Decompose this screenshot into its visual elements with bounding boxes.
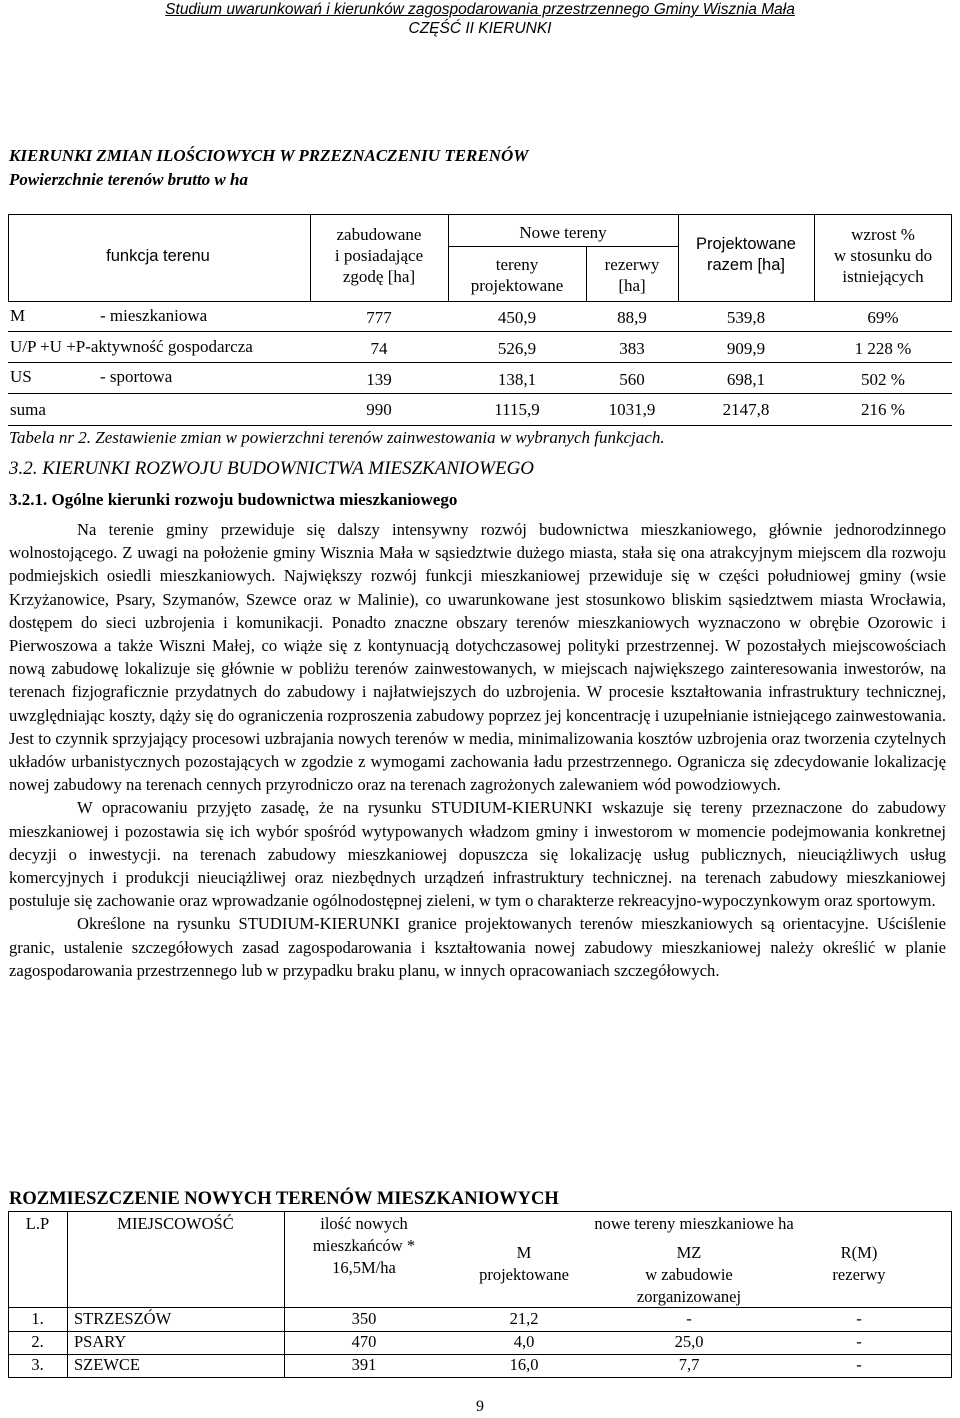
col-header-miejscowosc: MIEJSCOWOŚĆ bbox=[117, 1214, 234, 1233]
cell-projektowane: 698,1 bbox=[726, 370, 766, 389]
col-header-nowe-tereny: nowe tereny mieszkaniowe ha bbox=[594, 1214, 794, 1233]
cell-lp: 1. bbox=[31, 1309, 44, 1328]
col-header-zabudowane: zabudowane i posiadające zgodę [ha] bbox=[334, 225, 424, 286]
cell-mz: - bbox=[686, 1309, 692, 1328]
col-header-nowe-tereny: Nowe tereny bbox=[519, 223, 607, 242]
cell-wzrost: 1 228 % bbox=[854, 339, 912, 358]
col-header-projektowane-razem: Projektowane razem [ha] bbox=[696, 235, 796, 274]
cell-tereny: 1115,9 bbox=[494, 400, 540, 419]
cell-r: - bbox=[856, 1332, 862, 1351]
cell-tereny: 138,1 bbox=[497, 370, 537, 389]
cell-lp: 3. bbox=[31, 1355, 44, 1374]
cell-ilosc: 350 bbox=[351, 1309, 377, 1328]
cell-zabudowane: 139 bbox=[366, 370, 392, 389]
document-title: KIERUNKI ZMIAN ILOŚCIOWYCH W PRZEZNACZENIU TERENÓW bbox=[9, 146, 529, 165]
cell-zabudowane: 777 bbox=[366, 308, 392, 327]
row-code: M bbox=[10, 306, 26, 325]
col-header-rezerwy: rezerwy [ha] bbox=[604, 255, 660, 295]
cell-zabudowane: 74 bbox=[370, 339, 388, 358]
cell-wzrost: 69% bbox=[867, 308, 899, 327]
cell-tereny: 526,9 bbox=[497, 339, 537, 358]
cell-wzrost: 216 % bbox=[861, 400, 905, 419]
cell-tereny: 450,9 bbox=[497, 308, 537, 327]
running-header-title: Studium uwarunkowań i kierunków zagospodarowania przestrzennego Gminy Wisznia Mała bbox=[165, 1, 795, 18]
cell-rezerwy: 560 bbox=[619, 370, 645, 389]
section-heading-2: ROZMIESZCZENIE NOWYCH TERENÓW MIESZKANIOWYCH bbox=[9, 1189, 559, 1209]
body-text bbox=[9, 518, 946, 982]
document-subtitle: Powierzchnie terenów brutto w ha bbox=[9, 170, 248, 189]
col-header-tereny-projektowane: tereny projektowane bbox=[470, 255, 564, 295]
paragraph: Na terenie gminy przewiduje się dalszy intensywny rozwój budownictwa mieszkaniowego, głównie jednorodzinnego wolnostojącego. Z uwagi na położenie gminy Wisznia Mała w sąsiedztwie dużego miasta, stała się ona atrakcyjnym miejscem dla rozwoju podmiejskich osiedli mieszkaniowych. Największy rozwój funkcji mieszkaniowej przewiduje się w części południowej gminy (wsie Krzyżanowice, Psary, Szymanów, Szewce oraz w Malinie), co uwarunkowane jest stosunkowo bliskim sąsiedztwem miasta Wrocławia, dostępem do sieci uzbrojenia i komunikacji. Ponadto znaczne obszary terenów mieszkaniowych wyznaczono w obrębie Ozorowic i Pierwoszowa a także Wiszni Małej, co wiąże się z kontynuacją dotychczasowej polityki przestrzennej. W pozostałych miejscowościach nową zabudowę lokalizuje się głównie w pobliżu terenów zainwestowanych, w miejscach największego zainteresowania inwestorów, na terenach fizjograficznie przydatnych do zabudowy i najłatwiejszych do uzbrojenia. W procesie kształtowania infrastruktury technicznej, uwzględniając koszty, dąży się do ograniczenia rozproszenia zabudowy poprzez jej koncentrację i uzupełnianie istniejącego zainwestowania. Jest to czynnik sprzyjający procesowi uzbrajania nowych terenów w media, minimalizowania kosztów uzbrojenia oraz tworzenia czytelnych układów urbanistycznych pozostających w zgodzie z wymogami zachowania ładu przestrzennego. Ogranicza się zdecydowanie lokalizację nowej zabudowy na terenach cennych przyrodniczo oraz na terenach zagrożonych zalewaniem wód powodziowych. bbox=[9, 520, 946, 795]
cell-zabudowane: 990 bbox=[366, 400, 392, 419]
cell-lp: 2. bbox=[31, 1332, 44, 1351]
col-header-funkcja: funkcja terenu bbox=[106, 247, 210, 265]
page-number: 9 bbox=[476, 1398, 484, 1415]
cell-projektowane: 909,9 bbox=[726, 339, 766, 358]
cell-projektowane: 2147,8 bbox=[722, 400, 770, 419]
cell-m: 16,0 bbox=[509, 1355, 539, 1374]
subsection-heading: 3.2.1. Ogólne kierunki rozwoju budownictwa mieszkaniowego bbox=[9, 490, 458, 509]
land-use-change-table bbox=[8, 214, 952, 426]
paragraph: W opracowaniu przyjęto zasadę, że na rysunku STUDIUM-KIERUNKI wskazuje się tereny przeznaczone do zabudowy mieszkaniowej i pozostawia się ich wybór spośród wytypowanych władzom gminy i inwestorom w momencie podejmowania konkretnej decyzji o inwestycji. na terenach zabudowy mieszkaniowej dopuszcza się lokalizację usług publicznych, nieuciążliwych usług komercyjnych i produkcji nieuciążliwej oraz niezbędnych urządzeń infrastruktury technicznej. na terenach zabudowy mieszkaniowej postuluje się zachowanie oraz wprowadzanie ogólnodostępnej zieleni, w tym o charakterze rekreacyjno-wypoczynkowym oraz sportowym. bbox=[9, 798, 946, 911]
col-header-r: R(M) rezerwy bbox=[832, 1243, 886, 1284]
cell-m: 4,0 bbox=[513, 1332, 535, 1351]
row-code: US bbox=[10, 367, 32, 386]
row-code: suma bbox=[10, 400, 46, 419]
cell-rezerwy: 383 bbox=[619, 339, 645, 358]
cell-wzrost: 502 % bbox=[861, 370, 905, 389]
cell-mz: 25,0 bbox=[674, 1332, 704, 1351]
cell-m: 21,2 bbox=[509, 1309, 539, 1328]
cell-rezerwy: 1031,9 bbox=[608, 400, 656, 419]
table-caption: Tabela nr 2. Zestawienie zmian w powierzchni terenów zainwestowania w wybranych funkcjach. bbox=[9, 428, 665, 447]
cell-rezerwy: 88,9 bbox=[617, 308, 647, 327]
cell-r: - bbox=[856, 1355, 862, 1374]
cell-mz: 7,7 bbox=[678, 1355, 700, 1374]
paragraph: Określone na rysunku STUDIUM-KIERUNKI granice projektowanych terenów mieszkaniowych są orientacyjne. Uściślenie granic, ustalenie szczegółowych zasad zagospodarowania i kształtowania nowej zabudowy mieszkaniowej należy określić w planie zagospodarowania przestrzennego lub w przypadku braku planu, w innych opracowaniach szczegółowych. bbox=[9, 914, 946, 980]
cell-ilosc: 391 bbox=[351, 1355, 377, 1374]
cell-miejscowosc: SZEWCE bbox=[74, 1355, 140, 1374]
cell-ilosc: 470 bbox=[351, 1332, 377, 1351]
col-header-lp: L.P bbox=[25, 1214, 50, 1233]
col-header-m: M projektowane bbox=[479, 1243, 569, 1284]
row-name: - mieszkaniowa bbox=[100, 306, 208, 325]
col-header-mz: MZ w zabudowie zorganizowanej bbox=[636, 1243, 742, 1306]
new-residential-areas-table bbox=[8, 1211, 952, 1378]
col-header-wzrost: wzrost % w stosunku do istniejących bbox=[833, 225, 933, 286]
cell-r: - bbox=[856, 1309, 862, 1328]
section-heading: 3.2. KIERUNKI ROZWOJU BUDOWNICTWA MIESZKANIOWEGO bbox=[9, 458, 535, 479]
cell-miejscowosc: STRZESZÓW bbox=[74, 1309, 172, 1328]
col-header-ilosc: ilość nowych mieszkańców * 16,5M/ha bbox=[312, 1214, 416, 1277]
row-name: - sportowa bbox=[100, 367, 173, 386]
cell-projektowane: 539,8 bbox=[726, 308, 766, 327]
running-header-part: CZĘŚĆ II KIERUNKI bbox=[408, 20, 552, 37]
cell-miejscowosc: PSARY bbox=[74, 1332, 127, 1351]
row-code: U/P +U +P-aktywność gospodarcza bbox=[10, 337, 253, 356]
